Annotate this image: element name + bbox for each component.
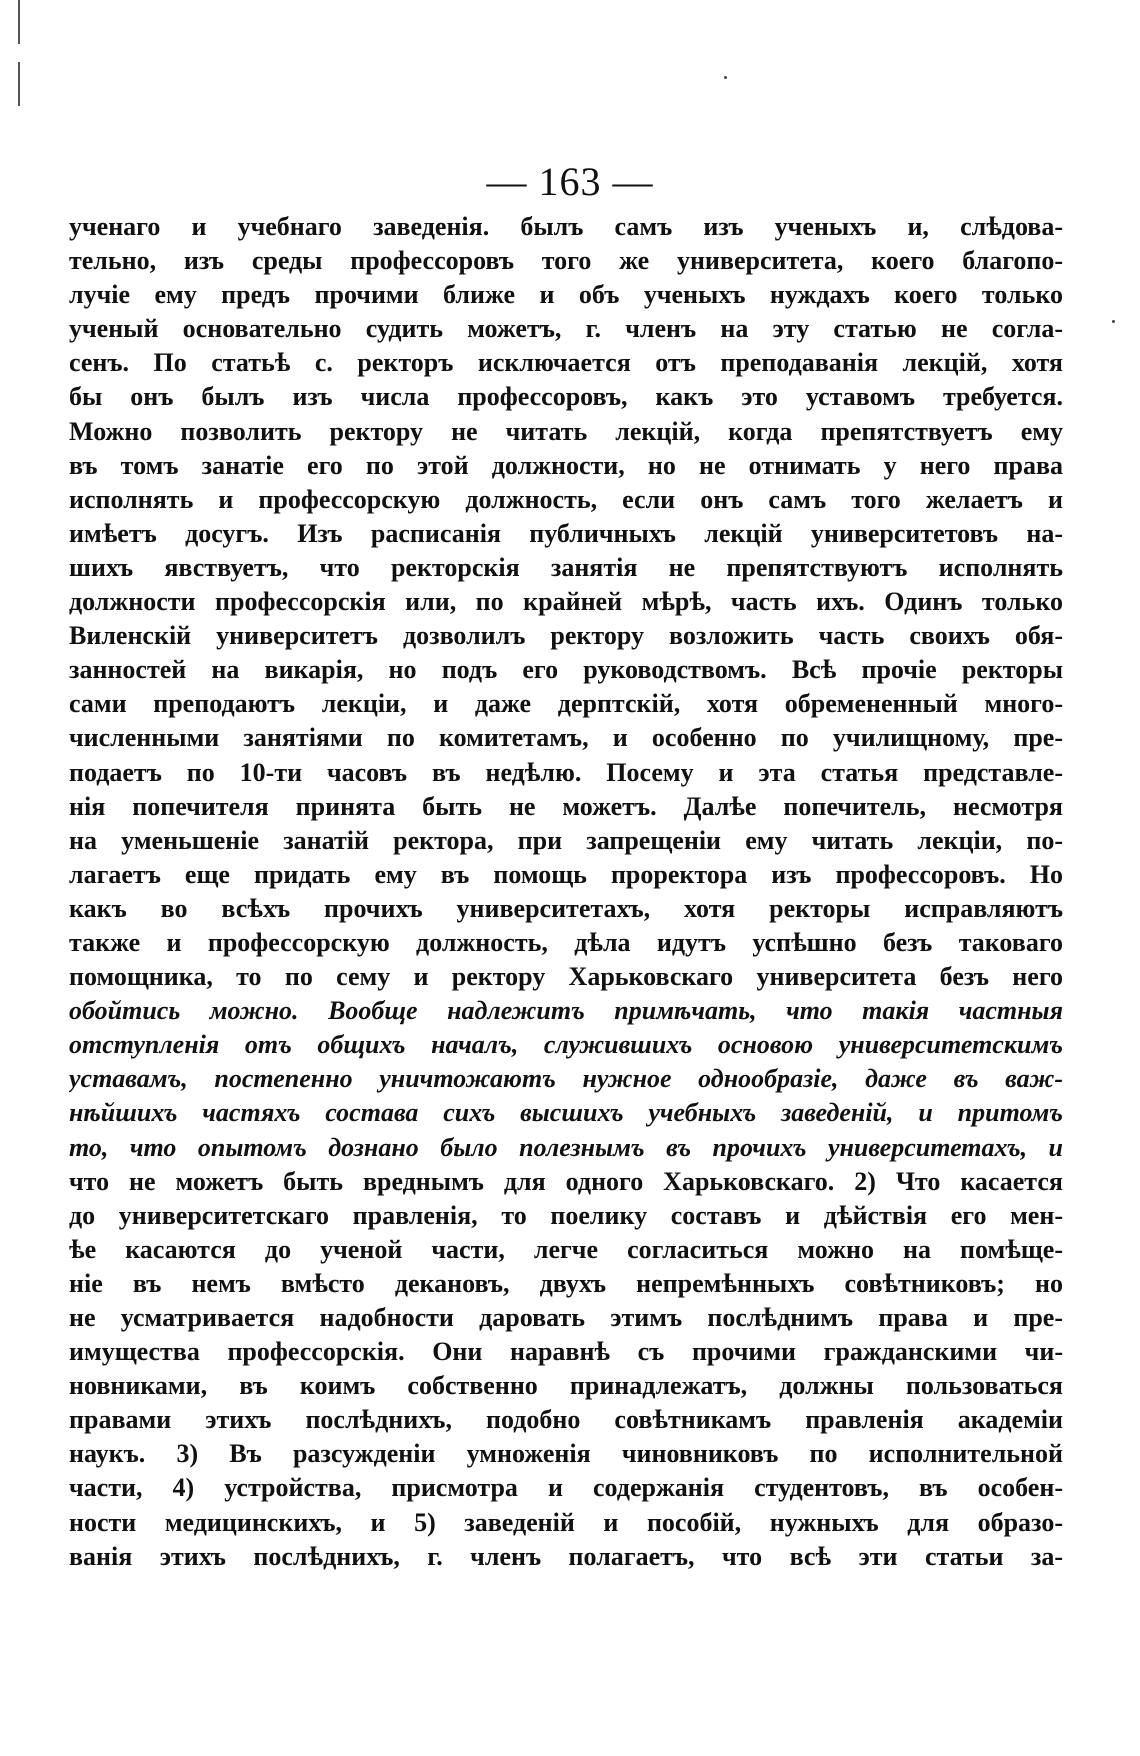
text-line: должности профессорскія или, по крайней мѣрѣ, часть ихъ. Одинъ только <box>69 587 1063 617</box>
text-line: наукъ. 3) Въ разсужденіи умноженія чиновниковъ по исполнительной <box>69 1439 1063 1469</box>
scan-speck <box>724 76 727 79</box>
text-line: подаетъ по 10-ти часовъ въ недѣлю. Посему и эта статья представле- <box>69 757 1063 787</box>
scan-edge-mark <box>18 0 20 44</box>
text-line: въ томъ занатіе его по этой должности, но не отнимать у него права <box>69 450 1063 480</box>
text-line: имѣетъ досугъ. Изъ расписанія публичныхъ лекцій университетовъ на- <box>69 518 1063 548</box>
text-line: отступленія отъ общихъ началъ, служившихъ основою университетскимъ <box>69 1030 1063 1060</box>
text-line: новниками, въ коимъ собственно принадлежатъ, должны пользоваться <box>69 1371 1063 1401</box>
text-line: что не можетъ быть вреднымъ для одного Харьковскаго. 2) Что касается <box>69 1166 1063 1196</box>
scan-edge-mark <box>18 62 20 106</box>
text-line: нѣйшихъ частяхъ состава сихъ высшихъ учебныхъ заведеній, и притомъ <box>69 1098 1063 1128</box>
text-line: ніе въ немъ вмѣсто декановъ, двухъ непремѣнныхъ совѣтниковъ; но <box>69 1268 1063 1298</box>
text-line: численными занятіями по комитетамъ, и особенно по училищному, пре- <box>69 723 1063 753</box>
text-line: бы онъ былъ изъ числа профессоровъ, какъ это уставомъ требуется. <box>69 382 1063 412</box>
text-line: шихъ явствуетъ, что ректорскія занятія не препятствуютъ исполнять <box>69 552 1063 582</box>
text-line: лучіе ему предъ прочими ближе и объ ученыхъ нуждахъ коего только <box>69 280 1063 310</box>
text-line: лагаетъ еще придать ему въ помощь проректора изъ профессоровъ. Но <box>69 859 1063 889</box>
text-line: какъ во всѣхъ прочихъ университетахъ, хотя ректоры исправляютъ <box>69 893 1063 923</box>
text-line: Можно позволить ректору не читать лекцій, когда препятствуетъ ему <box>69 416 1063 446</box>
text-line: исполнять и профессорскую должность, если онъ самъ того желаетъ и <box>69 484 1063 514</box>
text-line: ванія этихъ послѣднихъ, г. членъ полагаетъ, что всѣ эти статьи за- <box>69 1541 1063 1571</box>
text-line: сами преподаютъ лекціи, и даже дерптскій, хотя обремененный много- <box>69 689 1063 719</box>
text-line: тельно, изъ среды профессоровъ того же университета, коего благопо- <box>69 246 1063 276</box>
text-line: не усматривается надобности даровать этимъ послѣднимъ права и пре- <box>69 1303 1063 1332</box>
body-text <box>69 210 1063 1574</box>
text-line: части, 4) устройства, присмотра и содержанія студентовъ, въ особен- <box>69 1473 1063 1503</box>
text-line: то, что опытомъ дознано было полезнымъ въ прочихъ университетахъ, и <box>69 1132 1063 1162</box>
text-line: ученый основательно судить можетъ, г. членъ на эту статью не согла- <box>69 314 1063 344</box>
page-number: — 163 — <box>486 159 654 204</box>
text-line: также и профессорскую должность, дѣла идутъ успѣшно безъ таковаго <box>69 927 1063 957</box>
text-line: ученаго и учебнаго заведенія. былъ самъ изъ ученыхъ и, слѣдова- <box>69 212 1063 241</box>
text-line: правами этихъ послѣднихъ, подобно совѣтникамъ правленія академіи <box>69 1405 1063 1435</box>
text-line: обойтись можно. Вообще надлежитъ примѣчать, что такія частныя <box>69 996 1063 1026</box>
text-line: ности медицинскихъ, и 5) заведеній и пособій, нужныхъ для образо- <box>69 1507 1063 1537</box>
scan-speck <box>1112 320 1115 323</box>
text-line: нія попечителя принята быть не можетъ. Далѣе попечитель, несмотря <box>69 791 1063 821</box>
text-line: до университетскаго правленія, то поелику составъ и дѣйствія его мен- <box>69 1200 1063 1230</box>
text-line: сенъ. По статьѣ с. ректоръ исключается отъ преподаванія лекцій, хотя <box>69 348 1063 378</box>
text-line: занностей на викарія, но подъ его руководствомъ. Всѣ прочіе ректоры <box>69 655 1063 685</box>
text-line: помощника, то по сему и ректору Харьковскаго университета безъ него <box>69 962 1063 992</box>
text-line: имущества профессорскія. Они наравнѣ съ прочими гражданскими чи- <box>69 1337 1063 1367</box>
text-line: ѣе касаются до ученой части, легче согласиться можно на помѣще- <box>69 1234 1063 1264</box>
text-line: Виленскій университетъ дозволилъ ректору возложить часть своихъ обя- <box>69 621 1063 651</box>
text-line: уставамъ, постепенно уничтожаютъ нужное однообразіе, даже въ важ- <box>69 1064 1063 1094</box>
text-line: на уменьшеніе занатій ректора, при запрещеніи ему читать лекціи, по- <box>69 825 1063 855</box>
